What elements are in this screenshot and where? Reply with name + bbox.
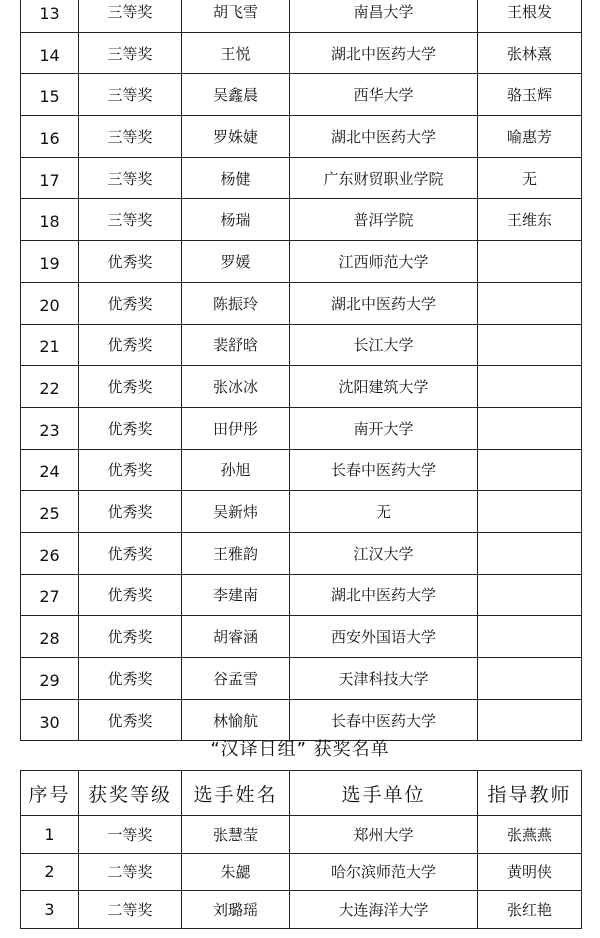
cell-unit: 湖北中医药大学 <box>290 116 478 158</box>
cell-teacher: 张燕燕 <box>478 816 582 854</box>
table-row <box>21 816 582 854</box>
cell-teacher <box>478 366 582 408</box>
cell-unit: 江西师范大学 <box>290 241 478 283</box>
cell-name: 刘璐瑶 <box>182 891 290 929</box>
cell-award: 优秀奖 <box>79 407 182 449</box>
cell-award: 三等奖 <box>79 157 182 199</box>
cell-name: 吴鑫晨 <box>182 74 290 116</box>
table-row <box>21 0 582 32</box>
cell-num: 24 <box>21 449 79 491</box>
cell-num: 13 <box>21 0 79 32</box>
cell-name: 罗姝婕 <box>182 116 290 158</box>
cell-award: 优秀奖 <box>79 616 182 658</box>
cell-num: 29 <box>21 658 79 700</box>
table-row <box>21 324 582 366</box>
header-name: 选手姓名 <box>182 771 290 816</box>
cell-unit: 广东财贸职业学院 <box>290 157 478 199</box>
cell-teacher <box>478 282 582 324</box>
cell-unit: 无 <box>290 491 478 533</box>
cell-award: 优秀奖 <box>79 491 182 533</box>
cell-teacher <box>478 574 582 616</box>
table-row <box>21 491 582 533</box>
table-row <box>21 891 582 929</box>
cell-name: 吴新炜 <box>182 491 290 533</box>
cell-teacher: 喻惠芳 <box>478 116 582 158</box>
table-row <box>21 366 582 408</box>
table-row <box>21 449 582 491</box>
header-award: 获奖等级 <box>79 771 182 816</box>
cell-award: 优秀奖 <box>79 324 182 366</box>
cell-name: 谷孟雪 <box>182 658 290 700</box>
cell-num: 14 <box>21 32 79 74</box>
cell-unit: 湖北中医药大学 <box>290 32 478 74</box>
cell-teacher <box>478 449 582 491</box>
cell-num: 3 <box>21 891 79 929</box>
cell-teacher: 张红艳 <box>478 891 582 929</box>
header-unit: 选手单位 <box>290 771 478 816</box>
cell-num: 19 <box>21 241 79 283</box>
cell-num: 30 <box>21 699 79 741</box>
cell-award: 优秀奖 <box>79 282 182 324</box>
cell-award: 一等奖 <box>79 816 182 854</box>
cell-award: 三等奖 <box>79 199 182 241</box>
cell-name: 张冰冰 <box>182 366 290 408</box>
cell-name: 胡飞雪 <box>182 0 290 32</box>
header-teacher: 指导教师 <box>478 771 582 816</box>
cell-teacher <box>478 241 582 283</box>
table-row <box>21 199 582 241</box>
cell-teacher <box>478 616 582 658</box>
cell-num: 16 <box>21 116 79 158</box>
table-row <box>21 574 582 616</box>
cell-name: 张慧莹 <box>182 816 290 854</box>
cell-unit: 西安外国语大学 <box>290 616 478 658</box>
cell-teacher: 黄明侠 <box>478 853 582 891</box>
cell-name: 杨瑞 <box>182 199 290 241</box>
award-table-body <box>21 0 582 741</box>
cell-unit: 湖北中医药大学 <box>290 574 478 616</box>
cell-name: 林愉航 <box>182 699 290 741</box>
cell-award: 二等奖 <box>79 853 182 891</box>
cell-unit: 西华大学 <box>290 74 478 116</box>
cell-teacher: 无 <box>478 157 582 199</box>
cell-teacher: 骆玉辉 <box>478 74 582 116</box>
cell-award: 二等奖 <box>79 891 182 929</box>
table-row <box>21 658 582 700</box>
section-title: “汉译日组” 获奖名单 <box>210 739 390 760</box>
award-table-hanyi-ri <box>20 770 582 929</box>
cell-unit: 湖北中医药大学 <box>290 282 478 324</box>
cell-unit: 郑州大学 <box>290 816 478 854</box>
cell-teacher <box>478 407 582 449</box>
cell-name: 田伊彤 <box>182 407 290 449</box>
cell-num: 15 <box>21 74 79 116</box>
cell-teacher <box>478 491 582 533</box>
cell-teacher <box>478 532 582 574</box>
cell-name: 裴舒晗 <box>182 324 290 366</box>
cell-num: 20 <box>21 282 79 324</box>
cell-num: 1 <box>21 816 79 854</box>
cell-unit: 南开大学 <box>290 407 478 449</box>
cell-award: 优秀奖 <box>79 658 182 700</box>
table-row <box>21 157 582 199</box>
cell-unit: 长江大学 <box>290 324 478 366</box>
table-row <box>21 32 582 74</box>
cell-name: 胡睿涵 <box>182 616 290 658</box>
cell-num: 27 <box>21 574 79 616</box>
cell-teacher <box>478 658 582 700</box>
cell-num: 26 <box>21 532 79 574</box>
cell-unit: 南昌大学 <box>290 0 478 32</box>
cell-award: 优秀奖 <box>79 449 182 491</box>
table-row <box>21 241 582 283</box>
cell-name: 罗媛 <box>182 241 290 283</box>
cell-num: 21 <box>21 324 79 366</box>
cell-num: 23 <box>21 407 79 449</box>
cell-unit: 沈阳建筑大学 <box>290 366 478 408</box>
cell-name: 王悦 <box>182 32 290 74</box>
cell-unit: 江汉大学 <box>290 532 478 574</box>
award-table-continued <box>20 0 582 741</box>
cell-name: 陈振玲 <box>182 282 290 324</box>
cell-num: 2 <box>21 853 79 891</box>
cell-name: 李建南 <box>182 574 290 616</box>
cell-num: 18 <box>21 199 79 241</box>
table-row <box>21 853 582 891</box>
table-row <box>21 407 582 449</box>
cell-num: 25 <box>21 491 79 533</box>
table-row <box>21 116 582 158</box>
cell-award: 三等奖 <box>79 32 182 74</box>
cell-award: 优秀奖 <box>79 532 182 574</box>
cell-name: 杨健 <box>182 157 290 199</box>
cell-num: 22 <box>21 366 79 408</box>
cell-award: 优秀奖 <box>79 366 182 408</box>
table-header-row <box>21 771 582 816</box>
table-row <box>21 74 582 116</box>
table-row <box>21 616 582 658</box>
cell-unit: 天津科技大学 <box>290 658 478 700</box>
award-table-body <box>21 816 582 929</box>
cell-teacher: 王根发 <box>478 0 582 32</box>
cell-unit: 长春中医药大学 <box>290 449 478 491</box>
cell-teacher <box>478 324 582 366</box>
cell-award: 三等奖 <box>79 116 182 158</box>
header-num: 序号 <box>21 771 79 816</box>
cell-unit: 长春中医药大学 <box>290 699 478 741</box>
table-row <box>21 532 582 574</box>
cell-award: 优秀奖 <box>79 699 182 741</box>
cell-unit: 大连海洋大学 <box>290 891 478 929</box>
cell-award: 三等奖 <box>79 74 182 116</box>
cell-name: 朱勰 <box>182 853 290 891</box>
cell-num: 28 <box>21 616 79 658</box>
cell-unit: 普洱学院 <box>290 199 478 241</box>
cell-award: 优秀奖 <box>79 574 182 616</box>
cell-award: 优秀奖 <box>79 241 182 283</box>
cell-teacher: 张林熹 <box>478 32 582 74</box>
cell-name: 王雅韵 <box>182 532 290 574</box>
cell-name: 孙旭 <box>182 449 290 491</box>
cell-num: 17 <box>21 157 79 199</box>
cell-award: 三等奖 <box>79 0 182 32</box>
table-row <box>21 282 582 324</box>
cell-teacher: 王维东 <box>478 199 582 241</box>
cell-unit: 哈尔滨师范大学 <box>290 853 478 891</box>
